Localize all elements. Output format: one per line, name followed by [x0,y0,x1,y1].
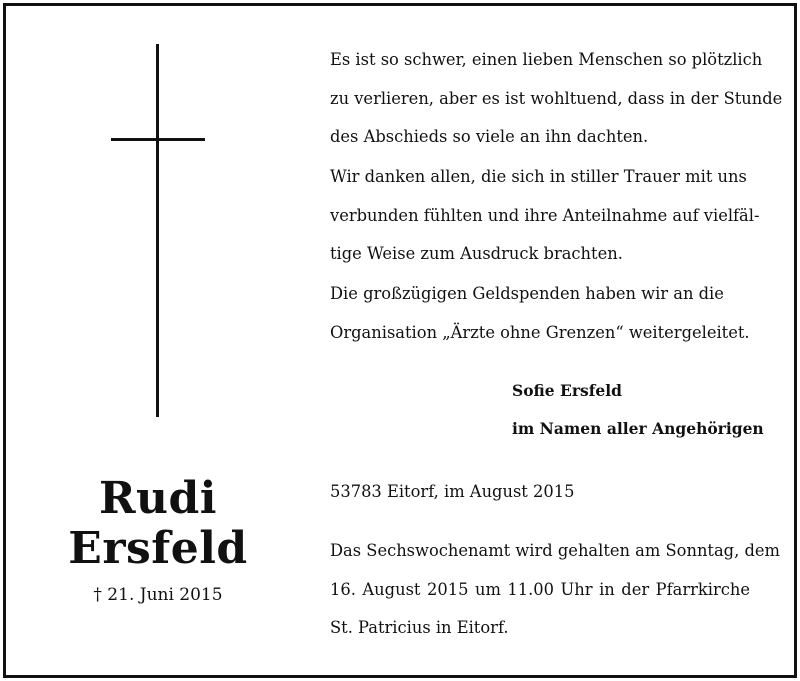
text-line: 16. August 2015 um 11.00 Uhr in der Pfarrkirche [330,579,750,599]
text-line: Es ist so schwer, einen lieben Menschen so plötzlich [330,50,763,69]
thanks-paragraph-1 [330,41,783,157]
signature-name: Sofie Ersfeld [512,381,623,400]
place-date-text: 53783 Eitorf, im August 2015 [330,482,575,501]
text-line: Das Sechswochenamt wird gehalten am Sonntag, dem [330,541,780,560]
death-date: † 21. Juni 2015 [93,585,223,605]
text-line: Wir danken allen, die sich in stiller Trauer mit uns [330,167,747,186]
text-line: tige Weise zum Ausdruck brachten. [330,244,623,263]
text-line: Organisation „Ärzte ohne Grenzen“ weitergeleitet. [330,322,750,342]
text-line: verbunden fühlten und ihre Anteilnahme auf vielfäl- [330,205,760,225]
donation-paragraph [330,275,770,352]
mass-notice [330,532,780,648]
text-line: zu verlieren, aber es ist wohltuend, dass in der Stunde [330,88,783,108]
text-line: Die großzügigen Geldspenden haben wir an die [330,284,724,303]
cross-horizontal-bar [111,138,205,141]
deceased-name-block [40,474,276,606]
thanks-paragraph-2 [330,158,770,274]
deceased-last-name: Ersfeld [68,523,248,574]
text-line: des Abschieds so viele an ihn dachten. [330,127,649,146]
signature-block [512,372,764,448]
deceased-first-name: Rudi [98,473,218,524]
signature-subtitle: im Namen aller Angehörigen [512,419,764,438]
text-line: St. Patricius in Eitorf. [330,618,509,637]
cross-vertical-bar [156,44,159,417]
place-date [330,473,770,512]
